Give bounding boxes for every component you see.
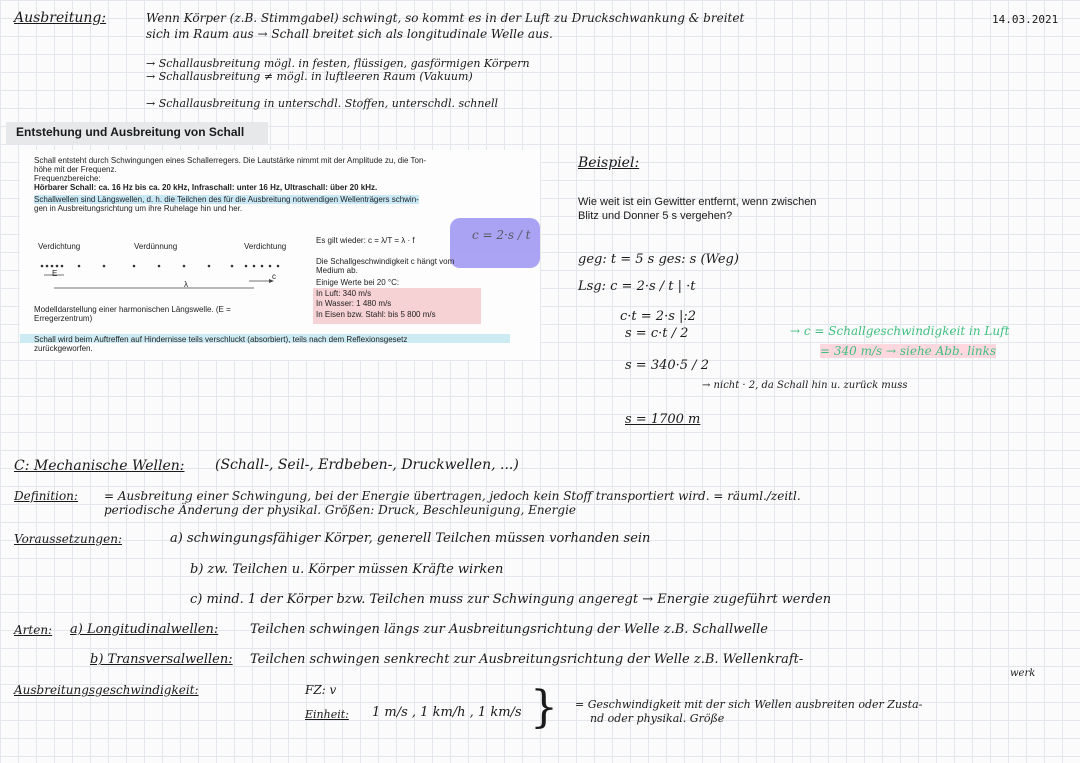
geschw-fz: FZ: v [305, 683, 337, 697]
beispiel-title: Beispiel: [578, 155, 640, 171]
arten-label: Arten: [14, 623, 53, 637]
beispiel-step-3: s = 340·5 / 2 [625, 358, 709, 373]
reflect-a: Schall wird beim Auftreffen auf Hindernisse teils verschluckt (absorbiert), teils nach dem Reflexionsgesetz [34, 335, 408, 344]
side-note-2: = 340 m/s → siehe Abb. links [820, 344, 997, 358]
print-p3: Hörbarer Schall: ca. 16 Hz bis ca. 20 kHz, Infraschall: unter 16 Hz, Ultraschall: über 20 kHz. [34, 183, 378, 192]
def-line-2: periodische Änderung der physikal. Größen: Druck, Beschleunigung, Energie [104, 503, 577, 517]
top-line-2: sich im Raum aus → Schall breitet sich als longitudinale Welle aus. [146, 27, 553, 41]
speed-b: Medium ab. [316, 266, 358, 275]
wave-figure [34, 238, 294, 298]
speed-c: Einige Werte bei 20 °C: [316, 278, 400, 287]
beispiel-note: → nicht · 2, da Schall hin u. zurück muss [702, 380, 908, 391]
bullet-2: → Schallausbreitung in unterschdl. Stoffen, unterschdl. schnell [146, 97, 499, 110]
arten-b-name: b) Transversalwellen: [90, 652, 233, 667]
side-note-1: → c = Schallgeschwindigkeit in Luft [790, 324, 1010, 338]
bullet-1a: → Schallausbreitung mögl. in festen, flüssigen, gasförmigen Körpern [146, 57, 530, 70]
arten-b-end: werk [1010, 668, 1036, 679]
mech-title-rest: (Schall-, Seil-, Erdbeben-, Druckwellen, ...) [215, 457, 519, 473]
label-c: c [272, 272, 276, 281]
geschw-def-1: = Geschwindigkeit mit der sich Wellen ausbreiten oder Zusta- [575, 698, 923, 711]
formula-marker [450, 218, 540, 268]
beispiel-step-2: s = c·t / 2 [625, 326, 689, 341]
formula-marker-text: c = 2·s / t [472, 228, 531, 242]
ausbreitung-heading: Ausbreitung: [14, 10, 107, 26]
label-verdichtung-2: Verdichtung [244, 242, 287, 251]
einheiten: 1 m/s , 1 km/h , 1 km/s [372, 705, 522, 720]
print-box [20, 150, 540, 360]
beispiel-geg: geg: t = 5 s ges: s (Weg) [578, 252, 739, 267]
def-label: Definition: [14, 489, 78, 503]
geschw-label: Ausbreitungsgeschwindigkeit: [14, 683, 199, 697]
print-p4a: Schallwellen sind Längswellen, d. h. die Teilchen des für die Ausbreitung notwendigen Wellenträgers schwin- [34, 195, 419, 204]
beispiel-step-1: c·t = 2·s |:2 [620, 309, 697, 324]
geschw-def-2: nd oder physikal. Größe [590, 712, 725, 725]
arten-a-name: a) Longitudinalwellen: [70, 622, 219, 637]
top-line-1: Wenn Körper (z.B. Stimmgabel) schwingt, so kommt es in der Luft zu Druckschwankung & breitet [146, 11, 745, 25]
speed-a: Die Schallgeschwindigkeit c hängt vom [316, 257, 455, 266]
caption-a: Modelldarstellung einer harmonischen Längswelle. (E = [34, 305, 231, 314]
label-verduennung: Verdünnung [134, 242, 178, 251]
def-line-1: = Ausbreitung einer Schwingung, bei der Energie übertragen, jedoch kein Stoff transportiert wird. = räuml./zeitl. [104, 489, 801, 503]
date: 14.03.2021 [992, 13, 1059, 26]
curly-brace: } [530, 682, 558, 733]
beispiel-q2: Blitz und Donner 5 s vergehen? [578, 210, 733, 222]
print-formula: Es gilt wieder: c = λ/T = λ · f [316, 236, 415, 245]
label-verdichtung-1: Verdichtung [38, 242, 81, 251]
einheit-label: Einheit: [305, 708, 349, 721]
label-lambda: λ [184, 280, 188, 289]
label-e: E [52, 269, 58, 278]
caption-b: Erregerzentrum) [34, 314, 93, 323]
print-p1b: höhe mit der Frequenz. [34, 165, 117, 174]
vor-c: c) mind. 1 der Körper bzw. Teilchen muss zur Schwingung angeregt → Energie zugeführt werden [190, 592, 832, 607]
vor-label: Voraussetzungen: [14, 532, 122, 546]
print-p4b: gen in Ausbreitungsrichtung um ihre Ruhelage hin und her. [34, 204, 243, 213]
value-luft: In Luft: 340 m/s [316, 289, 372, 298]
mech-title: C: Mechanische Wellen: [14, 458, 185, 474]
vor-a: a) schwingungsfähiger Körper, generell Teilchen müssen vorhanden sein [170, 531, 651, 546]
vor-b: b) zw. Teilchen u. Körper müssen Kräfte wirken [190, 562, 504, 577]
bullet-1b: → Schallausbreitung ≠ mögl. in luftleeren Raum (Vakuum) [146, 70, 473, 83]
print-p1a: Schall entsteht durch Schwingungen eines Schallerregers. Die Lautstärke nimmt mit der Amplitude zu, die Ton- [34, 156, 427, 165]
beispiel-q1: Wie weit ist ein Gewitter entfernt, wenn zwischen [578, 196, 817, 208]
print-header: Entstehung und Ausbreitung von Schall [6, 122, 268, 144]
arten-b: Teilchen schwingen senkrecht zur Ausbreitungsrichtung der Welle z.B. Wellenkraft- [250, 652, 804, 667]
print-p2: Frequenzbereiche: [34, 174, 101, 183]
value-eisen: In Eisen bzw. Stahl: bis 5 800 m/s [316, 310, 436, 319]
arten-a: Teilchen schwingen längs zur Ausbreitungsrichtung der Welle z.B. Schallwelle [250, 622, 768, 637]
beispiel-lsg: Lsg: c = 2·s / t | ·t [578, 279, 696, 294]
beispiel-result: s = 1700 m [625, 412, 701, 427]
reflect-b: zurückgeworfen. [34, 344, 93, 353]
value-wasser: In Wasser: 1 480 m/s [316, 299, 392, 308]
